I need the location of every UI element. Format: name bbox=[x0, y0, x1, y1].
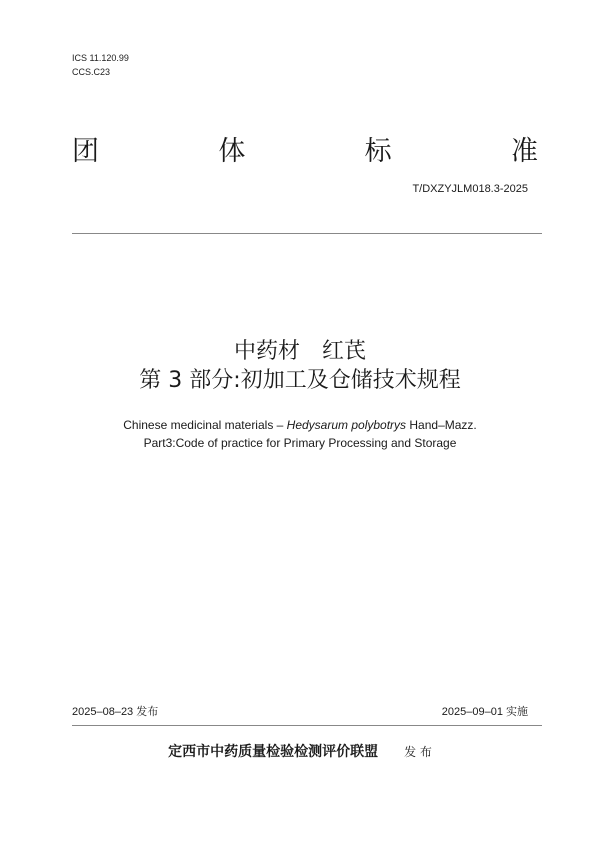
english-title-line-2: Part3:Code of practice for Primary Processing and Storage bbox=[143, 436, 457, 450]
publish-label: 发 布 bbox=[404, 745, 432, 759]
heading-char-1: 团 bbox=[72, 136, 99, 167]
chinese-title-herb: 红芪 bbox=[322, 339, 367, 364]
heading-char-3: 标 bbox=[364, 136, 392, 167]
chinese-title-line-2: 第 3 部分:初加工及仓储技术规程 bbox=[139, 368, 461, 393]
publisher-name: 定西市中药质量检验检测评价联盟 bbox=[168, 744, 379, 760]
heading-char-4: 准 bbox=[510, 136, 538, 167]
heading-char-2: 体 bbox=[218, 136, 246, 167]
document-type-heading bbox=[72, 134, 538, 170]
bottom-divider bbox=[72, 725, 542, 726]
english-title-line-1 bbox=[0, 417, 600, 434]
chinese-title-material: 中药材 bbox=[233, 339, 300, 364]
standard-number: T/DXZYJLM018.3-2025 bbox=[412, 183, 528, 195]
implementation-date: 2025–09–01 实施 bbox=[441, 706, 528, 718]
publisher-line bbox=[0, 742, 600, 762]
english-title-prefix: Chinese medicinal materials – bbox=[123, 418, 287, 432]
ics-code: ICS 11.120.99 bbox=[72, 53, 129, 63]
chinese-title-line-1 bbox=[0, 337, 600, 367]
ccs-code: CCS.C23 bbox=[72, 67, 111, 77]
english-title-species: Hedysarum polybotrys bbox=[286, 418, 407, 432]
top-divider bbox=[72, 233, 542, 234]
english-title-suffix: Hand–Mazz. bbox=[406, 418, 477, 432]
issue-date: 2025–08–23 发布 bbox=[72, 706, 159, 718]
